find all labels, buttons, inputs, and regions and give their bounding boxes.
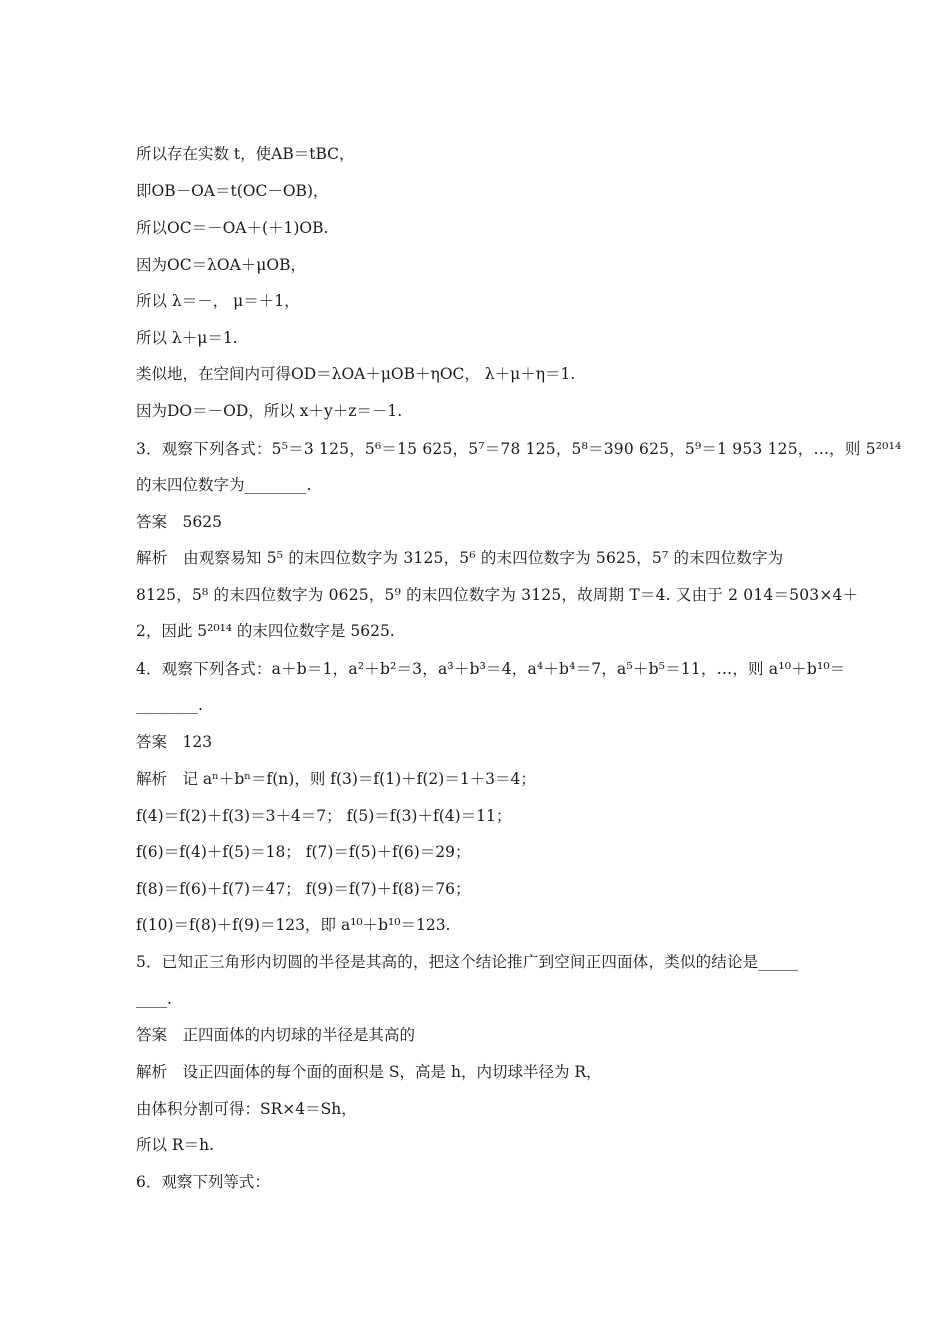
question-4: 4．观察下列各式：a＋b＝1，a²＋b²＝3，a³＋b³＝4，a⁴＋b⁴＝7，a⁵＋b⁵＝11，…，则 a¹⁰＋b¹⁰＝ — [136, 660, 846, 678]
text-line: 2，因此 5²⁰¹⁴ 的末四位数字是 5625. — [136, 622, 395, 640]
question-5: 5．已知正三角形内切圆的半径是其高的，把这个结论推广到空间正四面体，类似的结论是_____ — [136, 953, 799, 971]
text-line: 所以 R＝h. — [136, 1136, 215, 1154]
question-6: 6．观察下列等式： — [136, 1173, 270, 1191]
text-line: f(8)＝f(6)＋f(7)＝47； f(9)＝f(7)＋f(8)＝76； — [136, 880, 471, 898]
text-line: 由体积分割可得：SR×4＝Sh， — [136, 1100, 357, 1118]
text-line: ____. — [136, 990, 172, 1008]
text-line: 所以存在实数 t，使AB＝tBC， — [136, 145, 355, 163]
text-line: 所以OC＝－OA＋(＋1)OB. — [136, 219, 329, 237]
analysis-line: 解析 由观察易知 5⁵ 的末四位数字为 3125，5⁶ 的末四位数字为 5625，5⁷ 的末四位数字为 — [136, 549, 784, 567]
answer-label: 答案 正四面体的内切球的半径是其高的 — [136, 1026, 416, 1044]
text-line: 8125，5⁸ 的末四位数字为 0625，5⁹ 的末四位数字为 3125，故周期 T＝4. 又由于 2 014＝503×4＋ — [136, 586, 859, 604]
text-line: 所以 λ＋μ＝1. — [136, 329, 238, 347]
analysis-line: 解析 设正四面体的每个面的面积是 S，高是 h，内切球半径为 R， — [136, 1063, 602, 1081]
text-line: f(4)＝f(2)＋f(3)＝3＋4＝7； f(5)＝f(3)＋f(4)＝11； — [136, 807, 512, 825]
text-line: ________. — [136, 696, 203, 714]
text-line: 的末四位数字为________. — [136, 476, 312, 494]
answer-label: 答案 5625 — [136, 513, 222, 531]
text-line: 因为OC＝λOA＋μOB， — [136, 256, 306, 274]
analysis-line: 解析 记 aⁿ＋bⁿ＝f(n)，则 f(3)＝f(1)＋f(2)＝1＋3＝4； — [136, 770, 536, 788]
text-line: 因为DO＝－OD，所以 x＋y＋z＝－1. — [136, 402, 403, 420]
answer-label: 答案 123 — [136, 733, 213, 751]
text-line: f(6)＝f(4)＋f(5)＝18； f(7)＝f(5)＋f(6)＝29； — [136, 843, 471, 861]
text-line: 所以 λ＝－， μ＝＋1， — [136, 292, 300, 310]
text-line: f(10)＝f(8)＋f(9)＝123，即 a¹⁰＋b¹⁰＝123. — [136, 916, 451, 934]
question-3: 3．观察下列各式：5⁵＝3 125，5⁶＝15 625，5⁷＝78 125，5⁸＝390 625，5⁹＝1 953 125，…，则 5²⁰¹⁴ — [136, 440, 902, 458]
text-line: 类似地，在空间内可得OD＝λOA＋μOB＋ηOC， λ＋μ＋η＝1. — [136, 365, 576, 383]
text-line: 即OB－OA＝t(OC－OB)， — [136, 182, 329, 200]
